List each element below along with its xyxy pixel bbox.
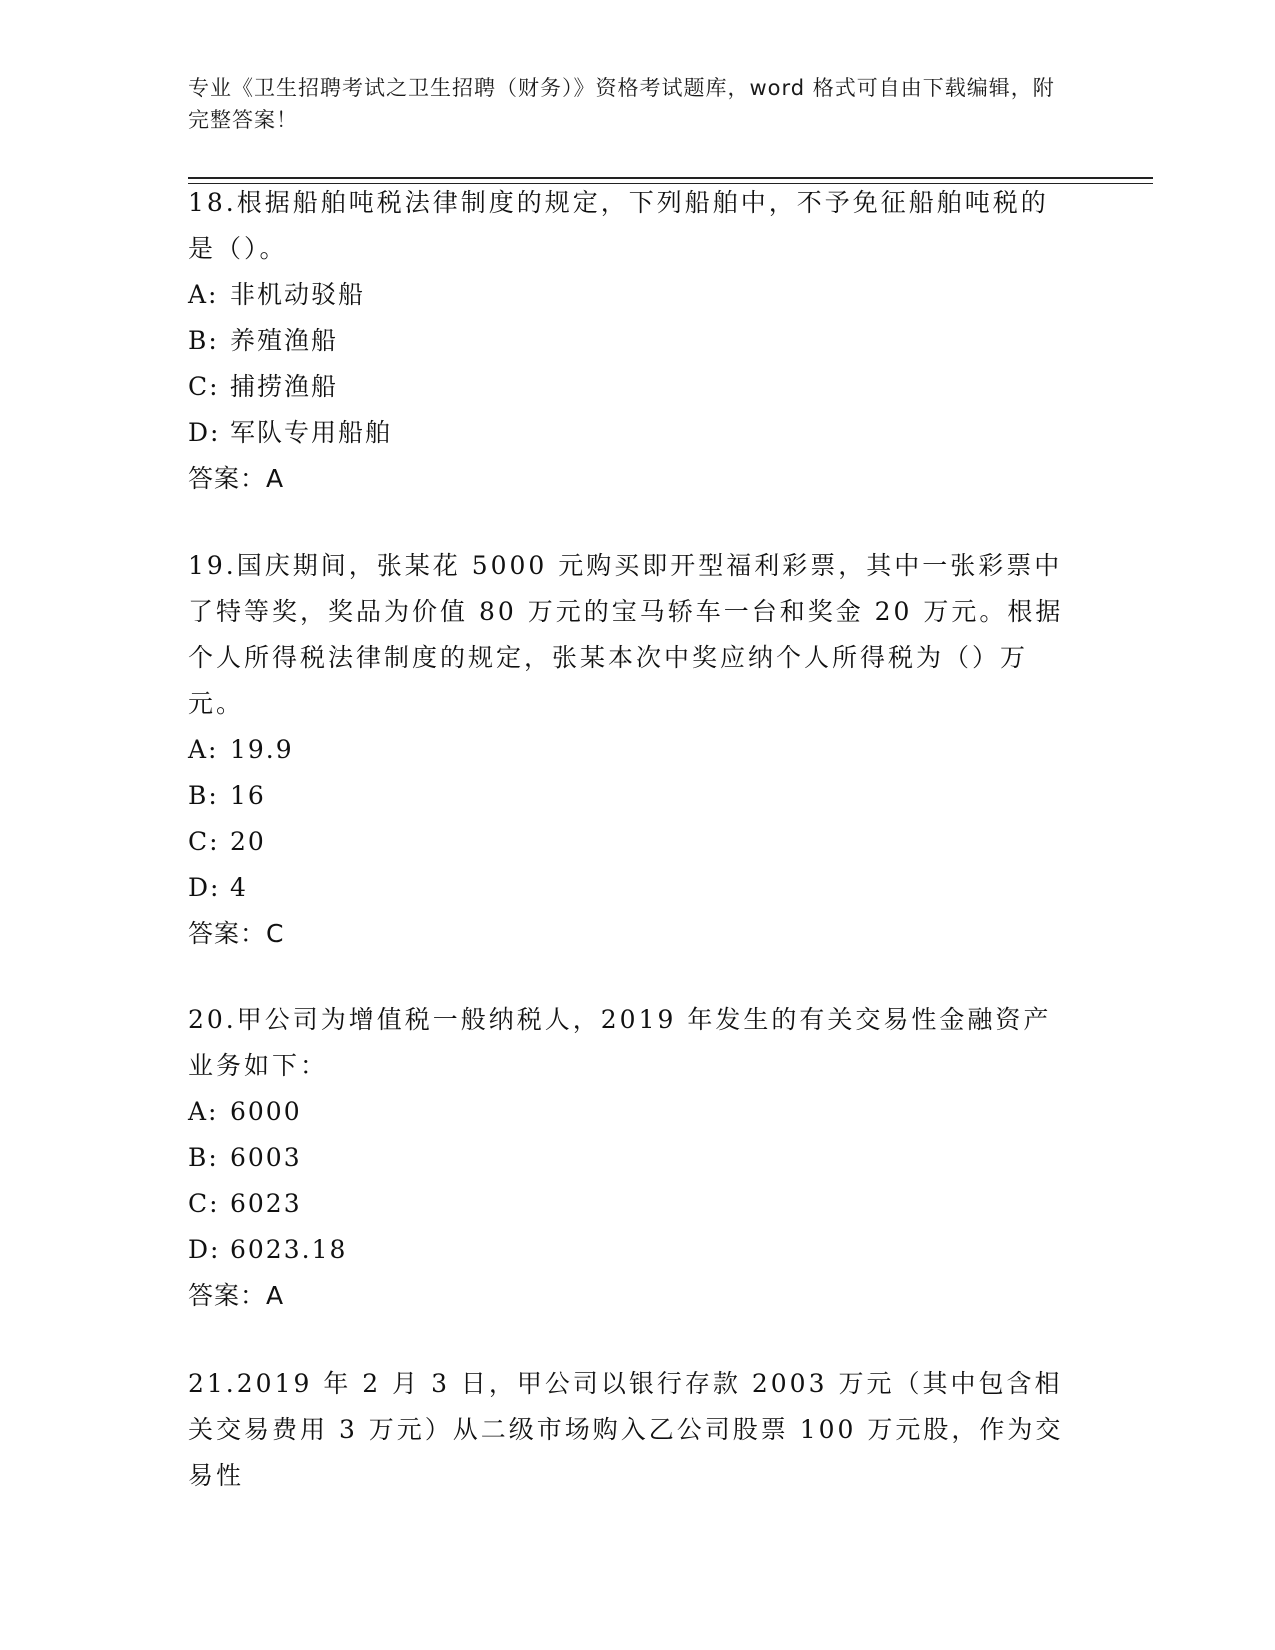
option-key: B: bbox=[188, 1143, 219, 1172]
option-d bbox=[188, 865, 1068, 911]
option-key: A: bbox=[188, 735, 219, 764]
option-key: C: bbox=[188, 1189, 220, 1218]
document-header: 专业《卫生招聘考试之卫生招聘（财务）》资格考试题库，word 格式可自由下载编辑，附完整答案！ bbox=[188, 76, 1055, 132]
option-a bbox=[188, 727, 1068, 773]
option-key: C: bbox=[188, 827, 220, 856]
option-key: D: bbox=[188, 1235, 221, 1264]
answer: 答案：A bbox=[188, 464, 285, 493]
option-text: 6003 bbox=[230, 1143, 302, 1172]
question-19 bbox=[188, 543, 1068, 957]
option-key: D: bbox=[188, 873, 221, 902]
question-20 bbox=[188, 997, 1068, 1319]
option-key: B: bbox=[188, 781, 219, 810]
option-text: 养殖渔船 bbox=[230, 326, 339, 355]
option-b bbox=[188, 773, 1068, 819]
option-text: 20 bbox=[230, 827, 266, 856]
option-text: 19.9 bbox=[230, 735, 294, 764]
option-key: A: bbox=[188, 1097, 219, 1126]
question-stem: 19.国庆期间，张某花 5000 元购买即开型福利彩票，其中一张彩票中了特等奖，奖品为价值 80 万元的宝马轿车一台和奖金 20 万元。根据个人所得税法律制度的规定，张某本次中奖应纳个人所得税为（）万元。 bbox=[188, 551, 1064, 718]
option-text: 6023 bbox=[230, 1189, 302, 1218]
option-text: 非机动驳船 bbox=[230, 280, 366, 309]
question-21 bbox=[188, 1361, 1068, 1499]
header-rule-thick bbox=[188, 177, 1153, 179]
option-a bbox=[188, 1089, 1068, 1135]
option-text: 16 bbox=[230, 781, 266, 810]
option-key: C: bbox=[188, 372, 220, 401]
option-b bbox=[188, 1135, 1068, 1181]
option-text: 4 bbox=[230, 873, 248, 902]
option-text: 6000 bbox=[230, 1097, 302, 1126]
question-stem: 21.2019 年 2 月 3 日，甲公司以银行存款 2003 万元（其中包含相关交易费用 3 万元）从二级市场购入乙公司股票 100 万元股，作为交易性 bbox=[188, 1369, 1064, 1490]
option-c bbox=[188, 819, 1068, 865]
option-key: A: bbox=[188, 280, 219, 309]
option-text: 军队专用船舶 bbox=[230, 418, 393, 447]
option-c bbox=[188, 1181, 1068, 1227]
option-b bbox=[188, 318, 1068, 364]
option-text: 捕捞渔船 bbox=[230, 372, 339, 401]
answer: 答案：A bbox=[188, 1281, 285, 1310]
option-c bbox=[188, 364, 1068, 410]
option-d bbox=[188, 410, 1068, 456]
question-stem: 18.根据船舶吨税法律制度的规定，下列船舶中，不予免征船舶吨税的是（）。 bbox=[188, 188, 1049, 263]
option-key: D: bbox=[188, 418, 221, 447]
answer: 答案：C bbox=[188, 919, 285, 948]
option-key: B: bbox=[188, 326, 219, 355]
question-stem: 20.甲公司为增值税一般纳税人，2019 年发生的有关交易性金融资产业务如下： bbox=[188, 1005, 1052, 1080]
question-18 bbox=[188, 180, 1068, 502]
option-text: 6023.18 bbox=[230, 1235, 348, 1264]
option-d bbox=[188, 1227, 1068, 1273]
option-a bbox=[188, 272, 1068, 318]
